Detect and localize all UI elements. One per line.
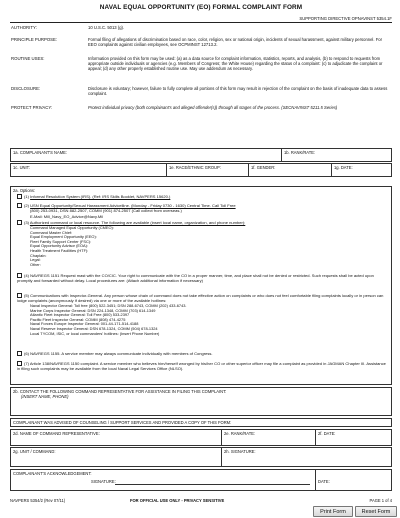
advised-statement-text: COMPLAINANT WAS ADVISED OF COUNSELING / SUPPORT SERVICES AND PROVIDED A COPY OF THIS FORM: [13,420,232,425]
unit-field[interactable] [10,163,167,177]
option-local-resource: (3) Authorized command or local resource. The following are available (insert local name, organization, and phone number): [17,220,389,225]
rep-signature-field[interactable] [221,447,392,467]
authority-text: 10 U.S.C. 5013 (g). [88,25,125,30]
options-section [10,186,392,385]
contact-representative-label: 2b. CONTACT THE FOLLOWING COMMAND REPRESENTATIVE FOR ASSISTANCE IN FILING THIS COMPLAINT: [13,389,227,394]
local-resource-item: Legal: [30,257,41,263]
option-local-checkbox[interactable] [17,220,22,225]
ig-hotline-item: Atlantic Fleet Inspector General: Toll Free (800) 533-2397 [30,312,130,318]
ig-hotline-item: Local TYCOM, ISIC, or local commanders' hotlines: (Insert Phone Number) [30,330,160,336]
acknowledgement-field[interactable] [10,469,316,491]
option-irs-checkbox[interactable] [17,194,22,199]
advised-statement [10,418,392,427]
race-ethnic-field[interactable] [166,163,249,177]
ig-hotline-item: Naval Inspector General: Toll free (800) 522-3451; DSN 288-6743, COMM (202) 433-6743. [30,303,187,308]
local-resource-item: Command Managed Equal Opportunity (CMEO): [30,225,114,230]
rep-rank-field[interactable] [221,429,316,446]
protect-privacy-label: PROTECT PRIVACY: [11,105,53,110]
ig-hotline-item: Naval Reserve Inspector General: DSN 678-1324, COMM (504) 678-1324 [30,325,158,331]
option-article-138: (7) Article 138/NAVREGS 1150 complaint. A service member who believes him/herself wronged by his/her CO or other superior officer may file a complaint as provided in JAGMAN Chapter III. Assistance in filing such complaints may be available from the local Naval Legal Services Office (NLSO). [17,361,386,372]
fouo-marking: FOR OFFICIAL USE ONLY - PRIVACY SENSITIVE [130,498,225,503]
privacy-act-section [10,22,392,123]
option-irs-text: Informal Resolution System (IRS). (Ref: IRS Skills Booklet, NAVPERS 15620.) [30,194,171,199]
ig-hotline-list [30,304,400,336]
race-ethnic-label: 1e. RACE/ETHNIC GROUP: [169,165,221,170]
ig-hotline-item: Naval Forces Europe Inspector General: 001-44-171-514-4188 [30,321,139,327]
rep-signature-label: 2h. SIGNATURE: [224,449,256,454]
date-1g-field[interactable] [331,163,392,177]
option-request-mast: (4) NAVREGS 1151 Request mast with the CO/CIC. Your right to communicate with the CO in a proper manner, time, and place shall not be denied or restricted. Such requests shall be acted upon promptly and forwarded without delay. Local procedures are: (Attach additional information if necessary) [17,273,374,284]
option-1155-text: NAVREGS 1155. A service member may always communicate individually with members of Congress. [30,351,213,356]
option-advice-text: USN Equal Opportunity/Sexual Harassment Advicelline. (Monday - Friday 0730 - 1630) Central Time. Call Toll Free [30,203,236,208]
complainant-name-field[interactable] [10,148,282,162]
local-resource-item: Equal Opportunity Advisor (EOA): [30,243,88,249]
rep-unit-label: 2g. UNIT / COMMAND: [13,449,56,454]
unit-label: 1c. UNIT: [13,165,30,170]
gender-field[interactable] [248,163,332,177]
option-navregs-1155: (6) NAVREGS 1155. A service member may always communicate individually with members of Congress. [17,351,389,356]
rep-name-field[interactable] [10,429,222,446]
gender-label: 1f. GENDER: [251,165,276,170]
rank-rate-label: 1b. RANK/RATE: [284,150,316,155]
acknowledgement-date-label: DATE: [318,479,330,484]
local-resource-item: Command Master Chief: [30,229,73,235]
rep-date-field[interactable] [315,429,392,446]
purpose-text: Formal filing of allegations of discrimination based on race, color, religion, sex or national origin, incidents of sexual harassment, against military personnel. For EEO complaints against civilian employees, see OCPMINST 12713.2. [88,37,382,48]
reset-form-button[interactable]: Reset Form [355,506,397,517]
local-resource-item: Fleet Family Support Center (FSC): [30,238,92,244]
complainant-name-label: 1a. COMPLAINANT'S NAME: [13,150,68,155]
option-irs: (1) Informal Resolution System (IRS). (Ref: IRS Skills Booklet, NAVPERS 15620.) [17,194,389,199]
page-number: PAGE 1 of 4 [369,498,392,503]
ig-hotline-item: Marine Corps Inspector General: DSN 224-1348, COMM (703) 614-1349 [30,307,156,313]
purpose-label: PRINCIPLE PURPOSE: [11,37,58,42]
option-advice-phone: (800) 253-0931, DSN 882-2507, COMM (901) 874-2507 (Call collect from overseas.) [30,208,182,214]
option-inspector-general: (5) Communications with Inspector-General. Any person whose chain of command does not take effective action on complaints or who does not feel comfortable filing complaints locally or in person can lodge complaints (anonymously if desired) via one or more of the available hotlines: [17,293,384,304]
option-1155-checkbox[interactable] [17,351,22,356]
routine-uses-text: Information provided on this form may be used: (a) as a data source for complaint information, statistics, reports, and analysis, (b) to respond to requests from appropriate outside individuals or agencies (e.g. Members of Congress; the White House) regarding the status of a complaint: (c) to adjudicate the complaint or appeal; (d) any other properly established routine use. May use addendum as necessary. [88,56,383,72]
local-resource-item: Chaplain: [30,252,47,258]
option-advice-email: E-Mail: Mill_Navy_EO_Advice@Navy.Mil [30,213,104,219]
date-1g-label: 1g. DATE: [334,165,353,170]
local-resource-item: Health Treatment Facilities (HTF): [30,247,89,253]
signature-line [115,484,310,485]
acknowledgement-label: COMPLAINANT'S ACKNOWLEDGEMENT: [13,471,92,476]
contact-representative-field[interactable] [10,387,392,416]
options-heading: 2a. Options: [13,188,36,193]
local-resource-item: Equal Employment Opportunity (EEO): [30,234,97,240]
authority-label: AUTHORITY: [11,25,37,30]
disclosure-text: Disclosure is voluntary; however, failure to fully complete all portions of this form may result in rejection of the complaint on the basis of inadequate data to assess complaint. [88,86,388,97]
disclosure-label: DISCLOSURE: [11,86,41,91]
rep-unit-field[interactable] [10,447,222,467]
ig-hotline-item: Pacific Fleet Inspector General: COMM (808) 474-4275 [30,316,126,322]
option-ig-text: Communications with Inspector-General. Any person whose chain of command does not take effective action on complaints or who does not feel comfortable filing complaints locally or in person can lodge complaints (anonymously if desired) via one or more of the available hotlines: [17,293,384,304]
form-number: NAVPERS 5354/2 (Rev 07/11) [10,498,66,503]
routine-uses-label: ROUTINE USES: [11,56,45,61]
rep-name-label: 2d. NAME OF COMMAND REPRESENTATIVE: [13,431,100,436]
protect-privacy-text: Protect individual privacy (both complainant's and alleged offender(s)) through all stages of the process. (SECNAVINST 5211.5 Series) [88,105,338,110]
option-local-text: Authorized command or local resource. The following are available (insert local name, organization, and phone number): [29,220,246,225]
insert-name-phone-hint: (INSERT NAME, PHONE) [21,394,69,399]
local-resource-item: Other: [30,261,41,267]
rep-date-label: 2f. DATE: [318,431,336,436]
rank-rate-field[interactable] [281,148,392,162]
option-mast-text: NAVREGS 1151 Request mast with the CO/CIC. Your right to communicate with the CO in a proper manner, time, and place shall not be denied or restricted. Such requests shall be acted upon promptly and forwarded without delay. Local procedures are: (Attach additional information if necessary) [17,273,374,284]
local-resource-list [30,226,400,267]
acknowledgement-signature-label: SIGNATURE: [91,479,116,484]
print-form-button[interactable]: Print Form [313,506,353,517]
supporting-directive: SUPPORTING DIRECTIVE OPNAVINST 5354.1F [299,16,392,21]
rep-rank-label: 2e. RANK/RATE: [224,431,256,436]
option-138-text: Article 138/NAVREGS 1150 complaint. A service member who believes him/herself wronged by his/her CO or other superior officer may file a complaint as provided in JAGMAN Chapter III. Assistance in filing such complaints may be available from the local Naval Legal Services Office (NLSO). [17,361,386,372]
option-advice-line: (2) USN Equal Opportunity/Sexual Harassment Advicelline. (Monday - Friday 0730 - 1630) Central Time. Call Toll Free (800) 253-0931, DSN 882-2507, COMM (901) 874-2507 (Call collect from overseas.) E-Mail: Mill_Navy_EO_Advice@Navy.Mil [17,203,389,219]
acknowledgement-date-field[interactable] [315,469,392,491]
form-title: NAVAL EQUAL OPPORTUNITY (EO) FORMAL COMPLAINT FORM [99,4,303,11]
